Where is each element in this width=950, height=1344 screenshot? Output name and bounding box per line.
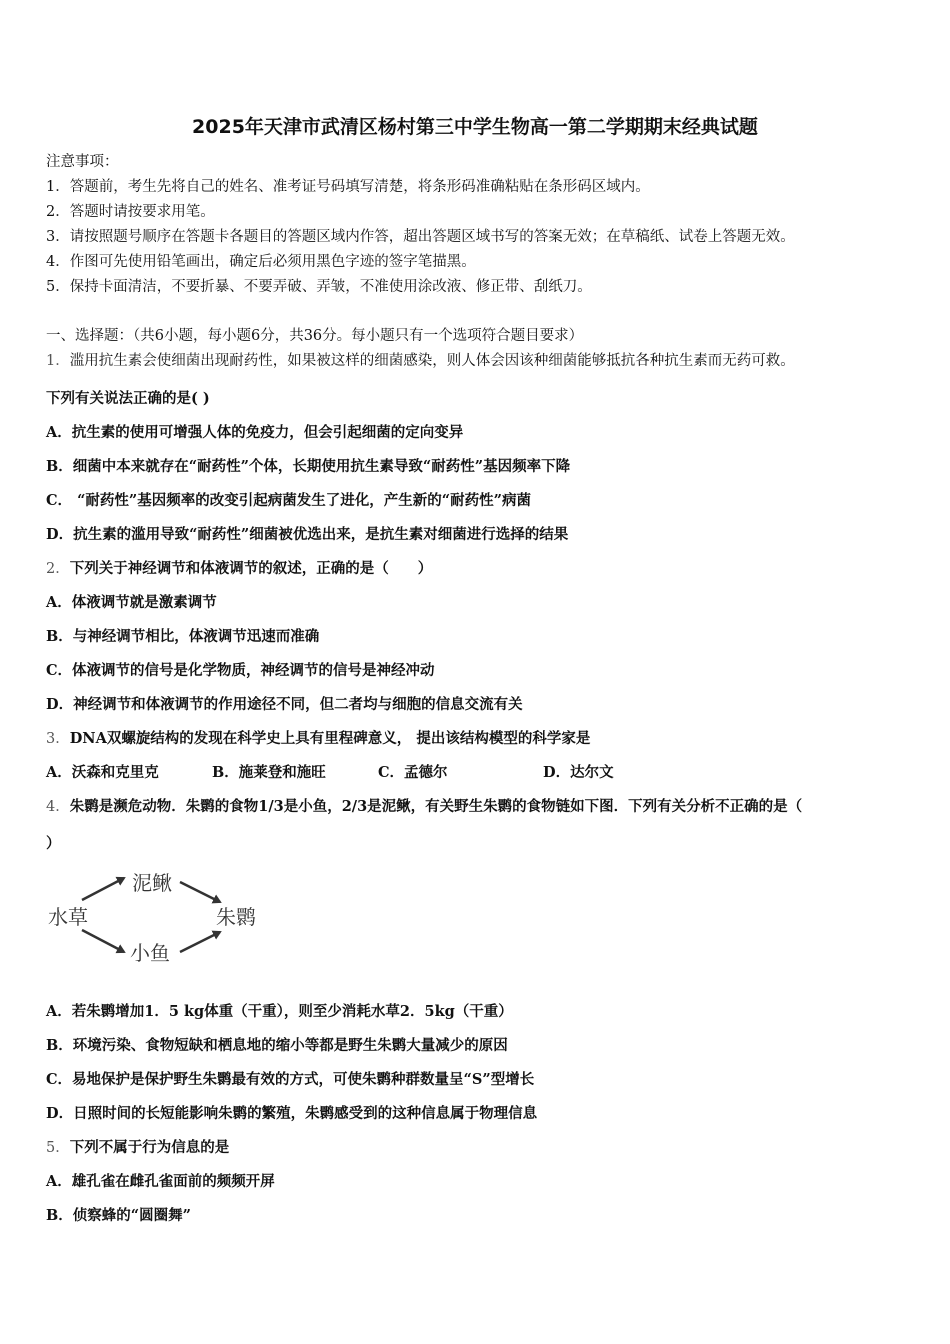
question-text: 下列关于神经调节和体液调节的叙述，正确的是（ ） (69, 560, 433, 577)
node-predator: 朱鹮 (216, 905, 256, 929)
question-2-option-a: A．体液调节就是激素调节 (46, 594, 217, 611)
question-text: 朱鹮是濒危动物．朱鹮的食物1/3是小鱼，2/3是泥鳅，有关野生朱鹮的食物链如下图．下列有关分析不正确的是（ (69, 798, 803, 815)
question-text: DNA双螺旋结构的发现在科学史上具有里程碑意义， 提出该结构模型的科学家是 (69, 730, 591, 747)
section-heading: 一、选择题：（共6小题，每小题6分，共36分。每小题只有一个选项符合题目要求） (46, 328, 584, 344)
notice-heading: 注意事项： (46, 154, 119, 170)
question-number: 2． (46, 561, 70, 577)
notice-item: 4．作图可先使用铅笔画出，确定后必须用黑色字迹的签字笔描黑。 (46, 254, 476, 270)
question-4-option-a: A．若朱鹮增加1．5 kg体重（干重），则至少消耗水草2．5kg（干重） (46, 1003, 513, 1020)
arrow-prey-top-to-predator (180, 882, 220, 902)
node-producer: 水草 (48, 905, 88, 929)
question-4-option-d: D．日照时间的长短能影响朱鹮的繁殖，朱鹮感受到的这种信息属于物理信息 (46, 1105, 538, 1122)
question-2-option-d: D．神经调节和体液调节的作用途径不同，但二者均与细胞的信息交流有关 (46, 696, 523, 713)
node-prey-bottom: 小鱼 (130, 941, 170, 965)
question-number: 1． (46, 353, 70, 369)
question-number: 5． (46, 1140, 70, 1156)
question-5-option-a: A．雄孔雀在雌孔雀面前的频频开屏 (46, 1173, 275, 1190)
question-4-option-c: C．易地保护是保护野生朱鹮最有效的方式，可使朱鹮种群数量呈“S”型增长 (46, 1071, 535, 1088)
question-1-option-c: C． “耐药性”基因频率的改变引起病菌发生了进化，产生新的“耐药性”病菌 (46, 492, 531, 509)
question-4-stem-cont: ） (46, 835, 61, 852)
question-1-stem-cont: 下列有关说法正确的是( ) (46, 390, 210, 407)
question-number: 4． (46, 799, 70, 815)
question-5-stem (46, 1138, 229, 1158)
notice-item: 1．答题前，考生先将自己的姓名、准考证号码填写清楚，将条形码准确粘贴在条形码区域内。 (46, 179, 650, 195)
question-3-option-b: B．施莱登和施旺 (212, 764, 326, 781)
question-2-option-c: C．体液调节的信号是化学物质，神经调节的信号是神经冲动 (46, 662, 435, 679)
question-4-option-b: B．环境污染、食物短缺和栖息地的缩小等都是野生朱鹮大量减少的原因 (46, 1037, 508, 1054)
question-5-option-b: B．侦察蜂的“圆圈舞” (46, 1207, 191, 1224)
question-2-stem (46, 559, 432, 579)
arrow-producer-to-prey-top (82, 878, 124, 900)
arrow-prey-bottom-to-predator (180, 932, 220, 952)
question-3-option-a: A．沃森和克里克 (46, 764, 159, 781)
question-number: 3． (46, 731, 70, 747)
node-prey-top: 泥鳅 (132, 871, 172, 895)
arrow-producer-to-prey-bottom (82, 930, 124, 952)
question-1-option-a: A．抗生素的使用可增强人体的免疫力，但会引起细菌的定向变异 (46, 424, 464, 441)
question-3-option-c: C．孟德尔 (378, 764, 448, 781)
question-1-stem (46, 351, 795, 371)
question-1-option-b: B．细菌中本来就存在“耐药性”个体，长期使用抗生素导致“耐药性”基因频率下降 (46, 458, 571, 475)
notice-item: 5．保持卡面清洁，不要折暴、不要弄破、弄皱，不准使用涂改液、修正带、刮纸刀。 (46, 279, 592, 295)
notice-item: 3．请按照题号顺序在答题卡各题目的答题区域内作答，超出答题区域书写的答案无效；在草稿纸、试卷上答题无效。 (46, 229, 795, 245)
question-3-option-d: D．达尔文 (543, 764, 614, 781)
question-1-option-d: D．抗生素的滥用导致“耐药性”细菌被优选出来，是抗生素对细菌进行选择的结果 (46, 526, 569, 543)
question-text: 下列不属于行为信息的是 (69, 1139, 230, 1156)
question-4-stem (46, 797, 802, 817)
page-title: 2025年天津市武清区杨村第三中学生物高一第二学期期末经典试题 (192, 116, 758, 138)
question-2-option-b: B．与神经调节相比，体液调节迅速而准确 (46, 628, 320, 645)
question-3-stem (46, 729, 590, 749)
food-chain-diagram (40, 862, 280, 972)
notice-item: 2．答题时请按要求用笔。 (46, 204, 215, 220)
question-text: 滥用抗生素会使细菌出现耐药性，如果被这样的细菌感染，则人体会因该种细菌能够抵抗各种抗生素而无药可救。 (69, 353, 795, 369)
